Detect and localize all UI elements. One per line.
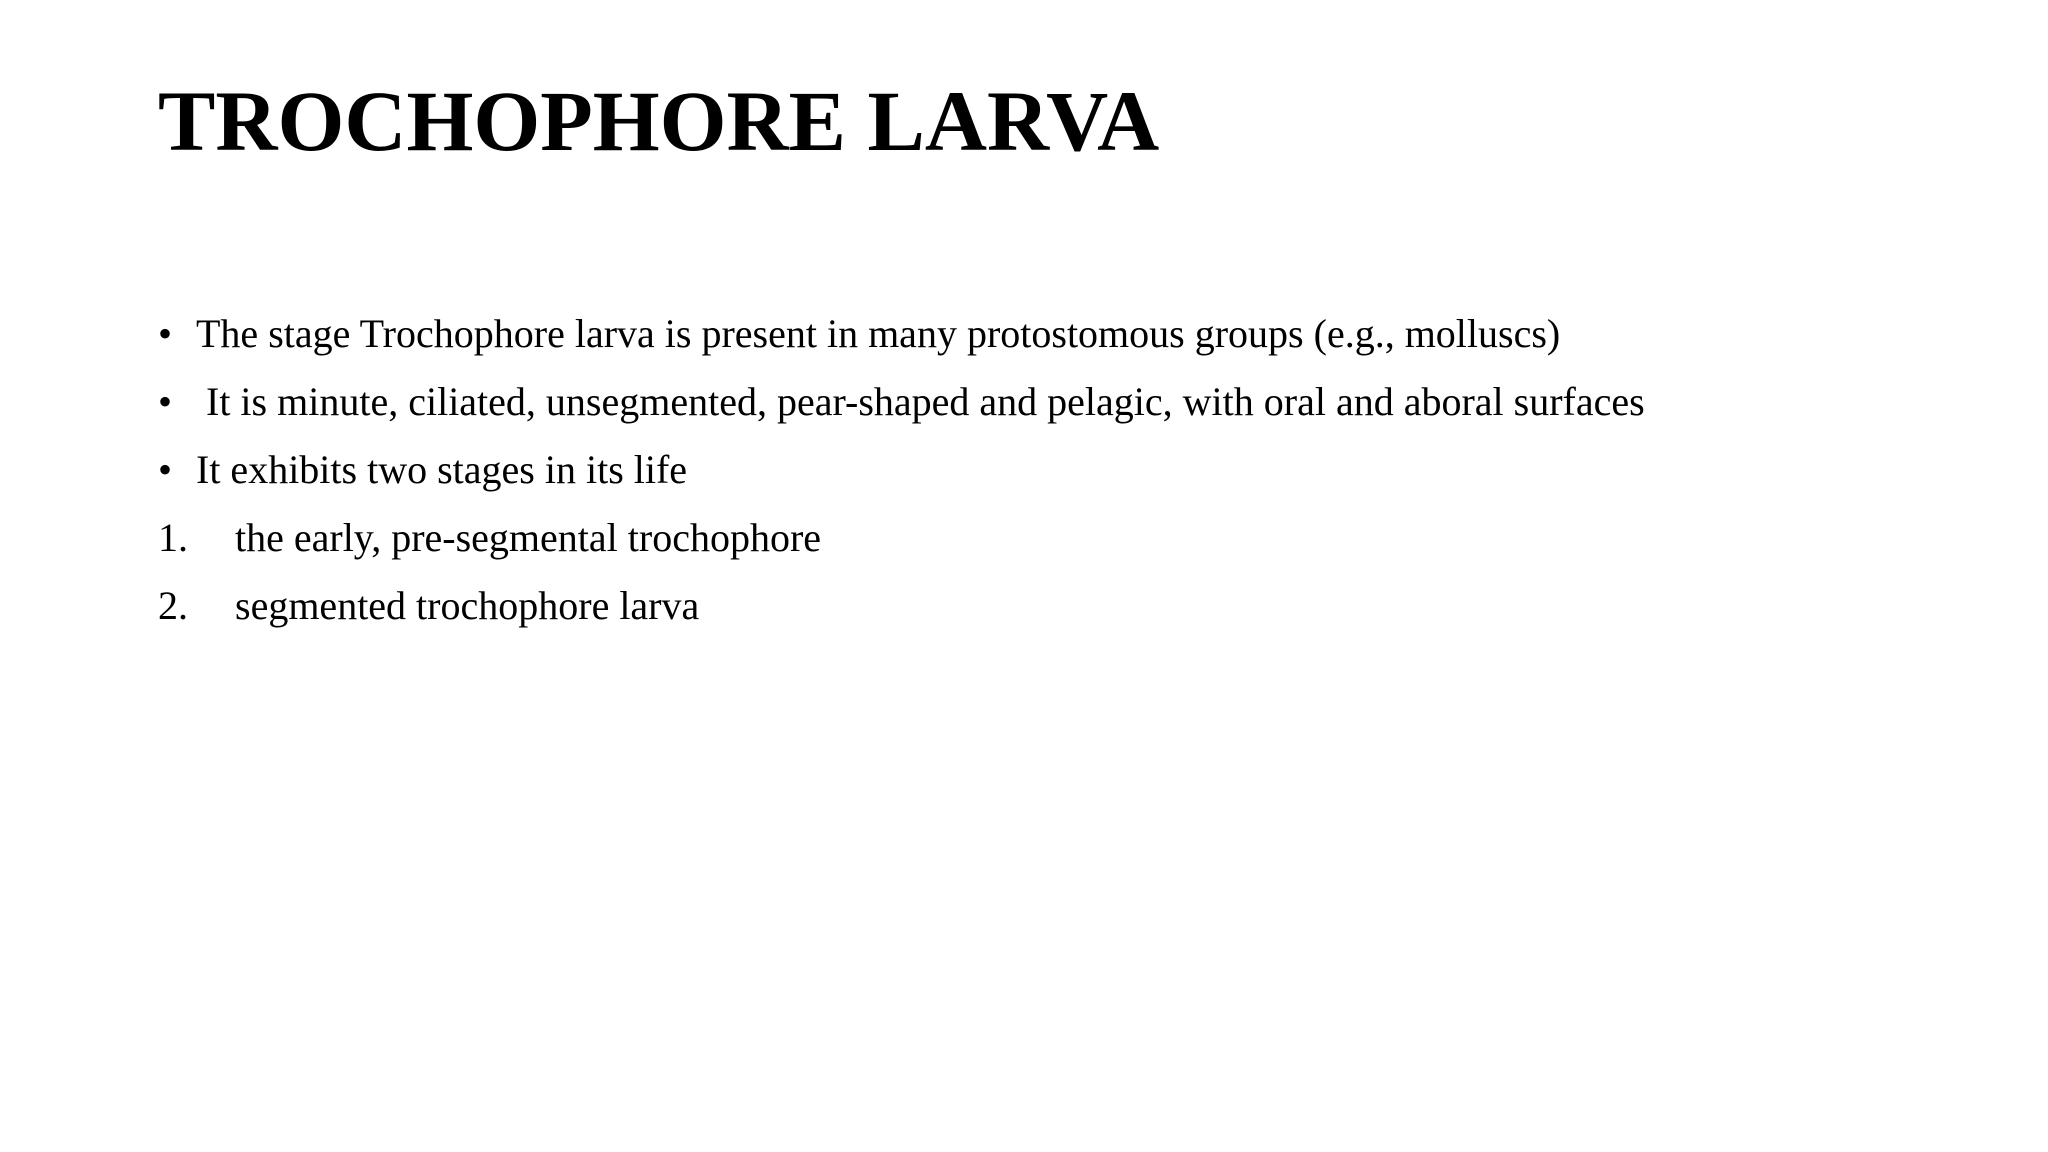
- numbered-item: [158, 515, 1998, 586]
- bullet-marker: •: [158, 447, 173, 492]
- slide-body: [158, 311, 1998, 654]
- numbered-text: segmented trochophore larva: [235, 583, 700, 628]
- bullet-text: It exhibits two stages in its life: [196, 447, 688, 492]
- bullet-item: [158, 311, 1998, 382]
- bullet-item: [158, 447, 1998, 518]
- number-marker: 1.: [158, 515, 188, 560]
- bullet-marker: •: [158, 311, 173, 356]
- numbered-item: [158, 583, 1998, 654]
- number-marker: 2.: [158, 583, 188, 628]
- bullet-marker: •: [158, 379, 173, 424]
- numbered-text: the early, pre-segmental trochophore: [235, 515, 822, 560]
- slide-title: TROCHOPHORE LARVA: [158, 73, 1160, 169]
- bullet-text: The stage Trochophore larva is present in many protostomous groups (e.g., molluscs): [196, 311, 1561, 356]
- bullet-text: It is minute, ciliated, unsegmented, pear-shaped and pelagic, with oral and aboral surfaces: [196, 379, 1645, 424]
- bullet-item: [158, 379, 1998, 450]
